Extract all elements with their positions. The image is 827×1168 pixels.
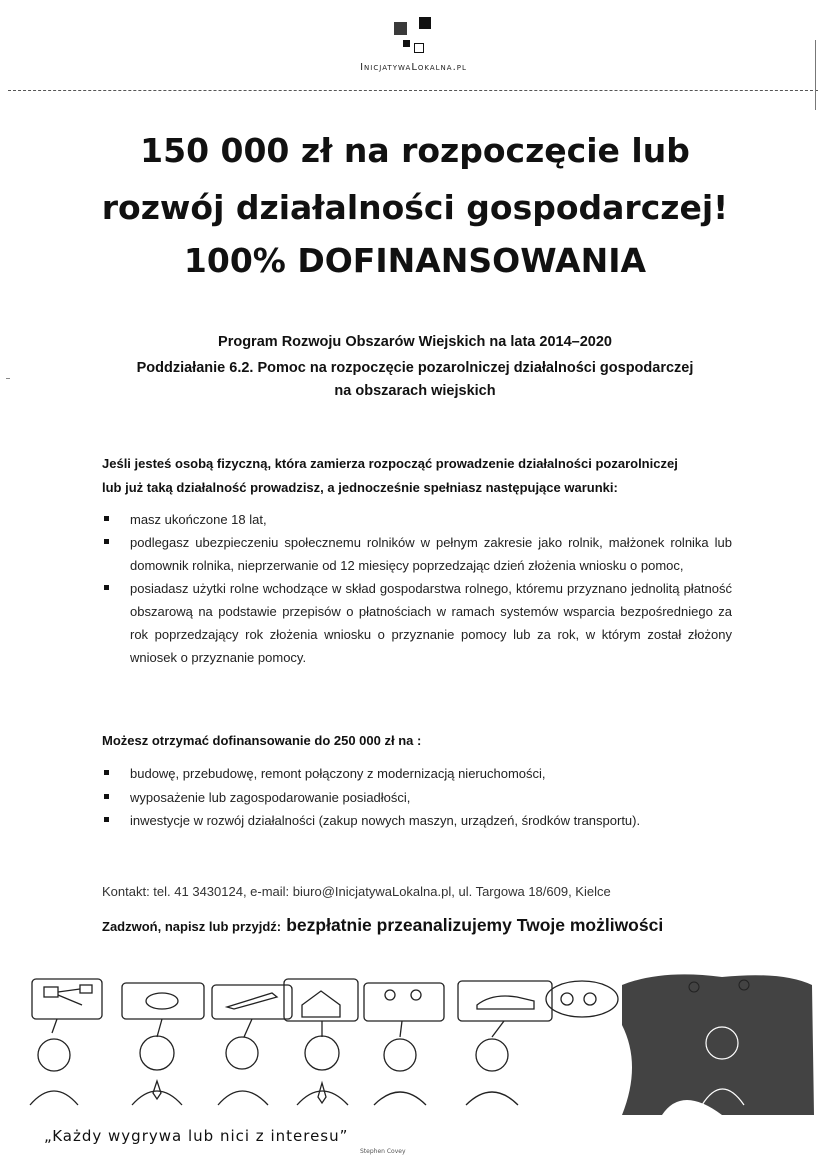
person-head [476,1039,508,1071]
funding-heading: Możesz otrzymać dofinansowanie do 250 000 zł na : [102,733,422,748]
person-head [226,1037,258,1069]
conditions-list [102,508,732,669]
list-item: masz ukończone 18 lat, [102,508,732,531]
quote-author: Stephen Covey [360,1148,406,1155]
quote-text: „Każdy wygrywa lub nici z interesu” [44,1127,349,1145]
intro-line-2: lub już taką działalność prowadzisz, a jednocześnie spełniasz następujące warunki: [102,480,618,495]
thought-bubble-chart [122,983,204,1019]
thought-bubble-objects [546,981,618,1017]
thought-bubble-plane [212,985,292,1019]
contact-line: Kontakt: tel. 41 3430124, e-mail: biuro@InicjatywaLokalna.pl, ul. Targowa 18/609, Kielce [102,884,611,899]
thought-bubble-car [458,981,552,1021]
program-subtitle: Poddziałanie 6.2. Pomoc na rozpoczęcie pozarolniczej działalności gospodarczej [136,360,694,376]
list-item: wyposażenie lub zagospodarowanie posiadłości, [102,786,732,810]
person-head [384,1039,416,1071]
callout [102,915,742,936]
list-item: budowę, przebudowę, remont połączony z modernizacją nieruchomości, [102,762,732,786]
scan-edge-line [815,40,816,110]
thought-bubble-house [284,979,358,1021]
logo [393,16,433,56]
person-head [38,1039,70,1071]
callout-prefix: Zadzwoń, napisz lub przyjdź: [102,919,282,934]
headline-line-2: rozwój działalności gospodarczej! [101,188,729,227]
person-head [305,1036,339,1070]
headline-line-3: 100% DOFINANSOWANIA [183,241,647,280]
program-title: Program Rozwoju Obszarów Wiejskich na lata 2014–2020 [218,334,612,350]
scan-mark [6,378,10,379]
callout-main: bezpłatnie przeanalizujemy Twoje możliwości [286,915,664,935]
intro-line-1: Jeśli jesteś osobą fizyczną, która zamierza rozpocząć prowadzenie działalności pozarolniczej [102,456,678,471]
list-item: podlegasz ubezpieczeniu społecznemu rolników w pełnym zakresie jako rolnik, małżonek rolnika lub domownik rolnika, nieprzerwanie od 12 miesięcy poprzedzając dzień złożenia wniosku o pomoc, [102,531,732,577]
dark-silhouette [622,974,814,1115]
program-subtitle-cont: na obszarach wiejskich [334,383,496,399]
person-head [140,1036,174,1070]
funding-list [102,762,732,833]
thought-bubble-people [364,983,444,1021]
list-item: inwestycje w rozwój działalności (zakup nowych maszyn, urządzeń, środków transportu). [102,809,732,833]
header-divider [8,90,818,91]
logo-text: InicjatywaLokalna.pl [360,62,467,73]
list-item: posiadasz użytki rolne wchodzące w skład gospodarstwa rolnego, któremu przyznano jednolitą płatność obszarową na podstawie przepisów o płatnościach w ramach systemów wsparcia bezpośredniego za rok poprzedzający rok złożenia wniosku o przyznanie pomocy lub za rok, w którym został złożony wniosek o przyznanie pomocy. [102,577,732,669]
headline-line-1: 150 000 zł na rozpoczęcie lub [140,131,690,170]
people-illustration [22,965,822,1125]
